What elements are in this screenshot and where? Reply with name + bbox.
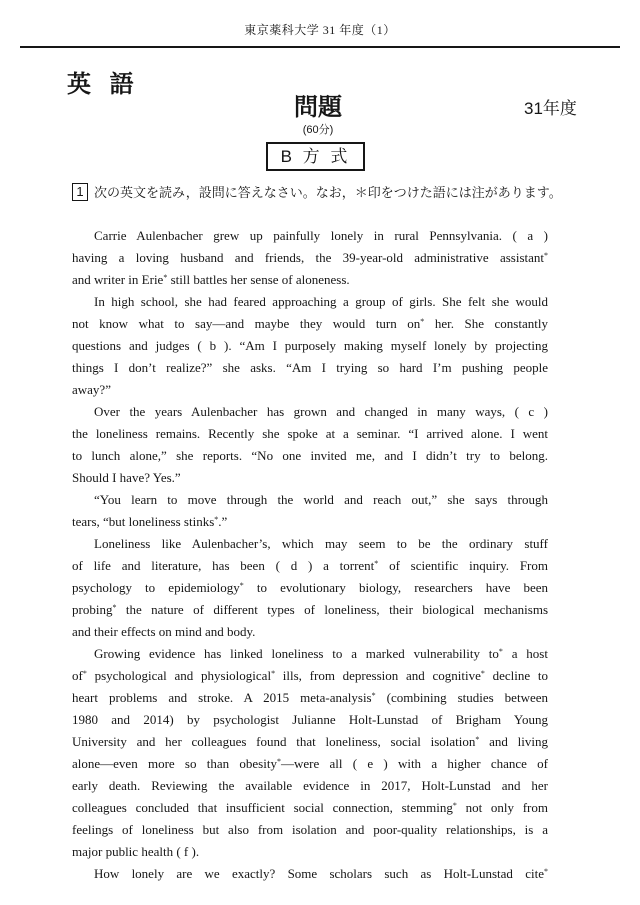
note-asterisk: * xyxy=(163,273,168,282)
passage-line: to lunch alone,” she reports. “No one invited me, and I didn’t try to belong. xyxy=(72,448,548,463)
passage-line: Should I have? Yes.” xyxy=(72,470,181,485)
passage-line: tears, “but loneliness stinks*.” xyxy=(72,514,228,529)
passage-line: alone—even more so than obesity*—were all ( e ) with a higher chance of xyxy=(72,756,548,771)
note-asterisk: * xyxy=(371,691,376,700)
note-asterisk: * xyxy=(374,559,379,568)
passage-line: Growing evidence has linked loneliness to a marked vulnerability to* a host xyxy=(94,646,548,661)
passage-line: University and her colleagues found that loneliness, social isolation* and living xyxy=(72,734,549,749)
passage-line: 1980 and 2014) by psychologist Julianne Holt-Lunstad of Brigham Young xyxy=(72,712,548,727)
exam-year: 31年度 xyxy=(524,99,577,118)
passage-line: having a loving husband and friends, the 39-year-old administrative assistant* xyxy=(72,250,548,265)
passage-line: not know what to say—and maybe they would turn on* her. She constantly xyxy=(72,316,548,331)
note-asterisk: * xyxy=(271,669,276,678)
passage-line: things I don’t realize?” she asks. “Am I trying so hard I’m pushing people xyxy=(72,360,548,375)
passage-line: the loneliness remains. Recently she spoke at a seminar. “I arrived alone. I went xyxy=(72,426,548,441)
passage-paragraph xyxy=(72,489,548,533)
passage-paragraph xyxy=(72,225,548,291)
note-asterisk: * xyxy=(276,757,281,766)
passage-line: Carrie Aulenbacher grew up painfully lonely in rural Pennsylvania. ( a ) xyxy=(94,228,548,243)
passage-line: of* psychological and physiological* ills, from depression and cognitive* decline to xyxy=(72,668,548,683)
note-asterisk: * xyxy=(452,801,457,810)
note-asterisk: * xyxy=(214,515,219,524)
passage-paragraph xyxy=(72,533,548,643)
passage-line: psychology to epidemiology* to evolutionary biology, researchers have been xyxy=(72,580,549,595)
question-number: 1 xyxy=(72,183,88,201)
passage-line: early death. Reviewing the available evidence in 2017, Holt-Lunstad and her xyxy=(72,778,548,793)
note-asterisk: * xyxy=(420,317,425,326)
passage-line: of life and literature, has been ( d ) a torrent* of scientific inquiry. From xyxy=(72,558,548,573)
note-asterisk: * xyxy=(239,581,244,590)
passage-paragraph xyxy=(72,863,548,885)
subject-heading: 英 語 xyxy=(67,71,140,98)
passage-line: major public health ( f ). xyxy=(72,844,200,859)
method-box xyxy=(266,142,365,171)
passage-line: feelings of loneliness but also from isolation and poor-quality relationships, is a xyxy=(72,822,548,837)
passage-line: questions and judges ( b ). “Am I purposely making myself lonely by projecting xyxy=(72,338,548,353)
note-asterisk: * xyxy=(475,735,480,744)
passage-paragraph xyxy=(72,291,548,401)
exam-title: 問題 xyxy=(294,94,342,121)
passage-line: “You learn to move through the world and reach out,” she says through xyxy=(94,492,548,507)
passage-line: Loneliness like Aulenbacher’s, which may seem to be the ordinary stuff xyxy=(94,536,548,551)
passage-paragraph xyxy=(72,401,548,489)
note-asterisk: * xyxy=(498,647,503,656)
header-rule xyxy=(20,46,620,48)
running-title: 東京薬科大学 31 年度（1） xyxy=(244,23,396,37)
passage-line: heart problems and stroke. A 2015 meta-analysis* (combining studies between xyxy=(72,690,548,705)
passage-line: and their effects on mind and body. xyxy=(72,624,256,639)
note-asterisk: * xyxy=(82,669,87,678)
passage-line: Over the years Aulenbacher has grown and changed in many ways, ( c ) xyxy=(94,404,548,419)
note-asterisk: * xyxy=(480,669,485,678)
passage-line: How lonely are we exactly? Some scholars such as Holt-Lunstad cite* xyxy=(94,866,548,881)
passage xyxy=(72,225,548,885)
passage-line: away?” xyxy=(72,382,111,397)
passage-line: In high school, she had feared approaching a group of girls. She felt she would xyxy=(94,294,548,309)
note-asterisk: * xyxy=(112,603,117,612)
question-instructions: 次の英文を読み，設問に答えなさい。なお，＊印をつけた語には注があります。 xyxy=(94,185,562,200)
passage-paragraph xyxy=(72,643,548,863)
note-asterisk: * xyxy=(544,251,548,260)
method-label: B 方 式 xyxy=(280,146,351,166)
time-limit: (60分) xyxy=(302,124,334,136)
passage-line: colleagues concluded that insufficient social connection, stemming* not only from xyxy=(72,800,548,815)
passage-line: and writer in Erie* still battles her sense of aloneness. xyxy=(72,272,350,287)
note-asterisk: * xyxy=(544,867,548,876)
passage-line: probing* the nature of different types of loneliness, their biological mechanisms xyxy=(72,602,548,617)
